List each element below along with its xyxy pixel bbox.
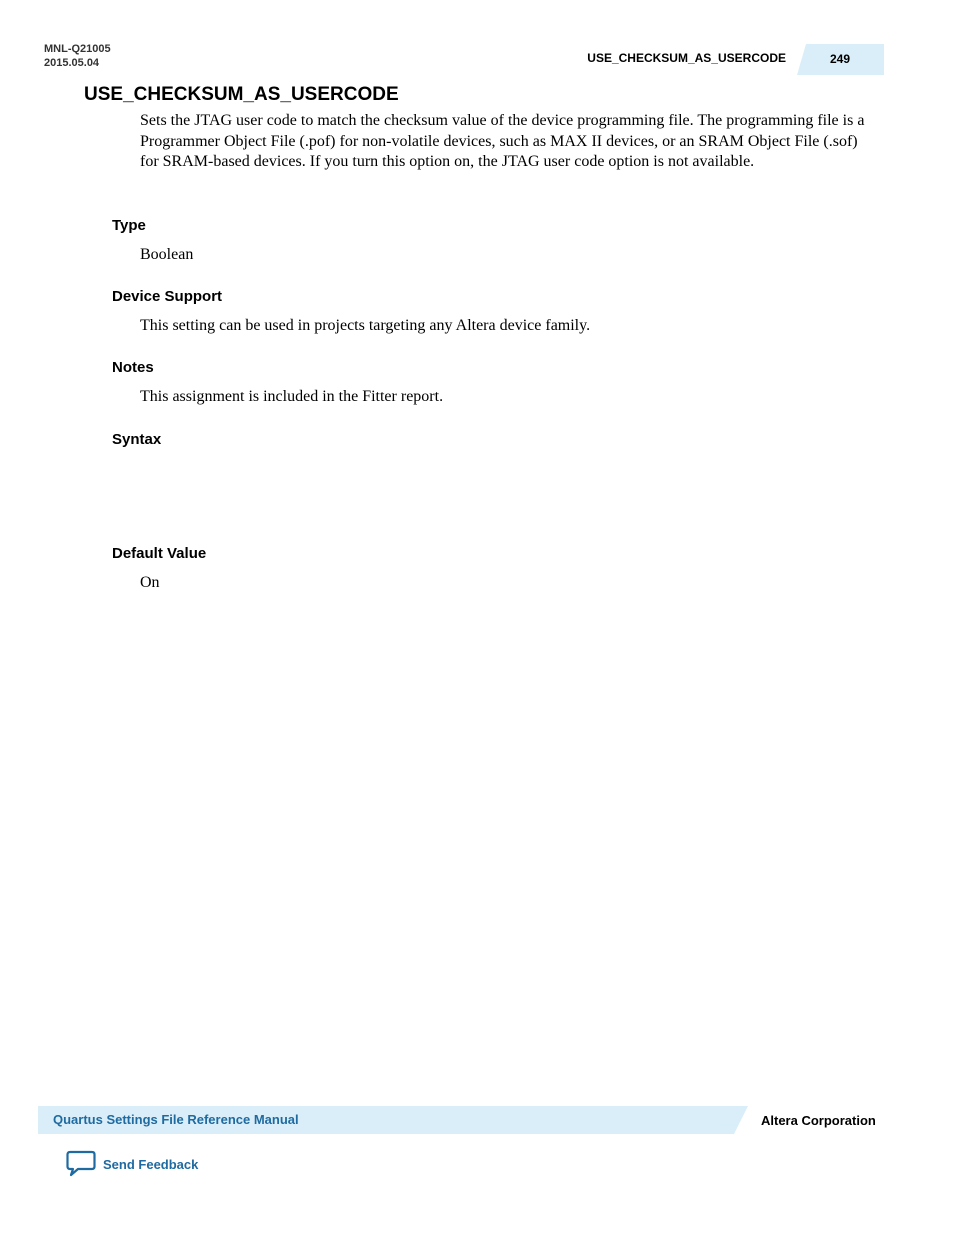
device-support-heading: Device Support: [112, 288, 223, 305]
default-value-heading: Default Value: [112, 545, 207, 562]
type-heading: Type: [112, 217, 146, 234]
doc-date: 2015.05.04: [44, 57, 100, 69]
footer-company: Altera Corporation: [761, 1113, 876, 1128]
send-feedback-label: Send Feedback: [103, 1156, 199, 1172]
type-value: Boolean: [140, 246, 194, 263]
page-number: 249: [829, 52, 851, 66]
footer-manual-title[interactable]: Quartus Settings File Reference Manual: [53, 1112, 299, 1127]
default-value: On: [140, 574, 160, 591]
doc-code: MNL-Q21005: [44, 43, 111, 55]
notes-heading: Notes: [112, 359, 154, 376]
send-feedback-link[interactable]: [66, 1150, 198, 1178]
section-description: Sets the JTAG user code to match the checksum value of the device programming file. The programming file is a Programmer Object File (.pof) for non-volatile devices, such as MAX II devices, or an SRAM Object File (.sof) for SRAM-based devices. If you turn this option on, the JTAG user code option is not available.: [140, 112, 865, 171]
syntax-heading: Syntax: [112, 431, 162, 448]
device-support-value: This setting can be used in projects targeting any Altera device family.: [140, 317, 591, 334]
running-header-title: USE_CHECKSUM_AS_USERCODE: [587, 51, 786, 65]
section-title: USE_CHECKSUM_AS_USERCODE: [84, 84, 399, 105]
document-id: [44, 42, 111, 70]
speech-bubble-icon: [66, 1150, 96, 1178]
notes-value: This assignment is included in the Fitter report.: [140, 388, 444, 405]
